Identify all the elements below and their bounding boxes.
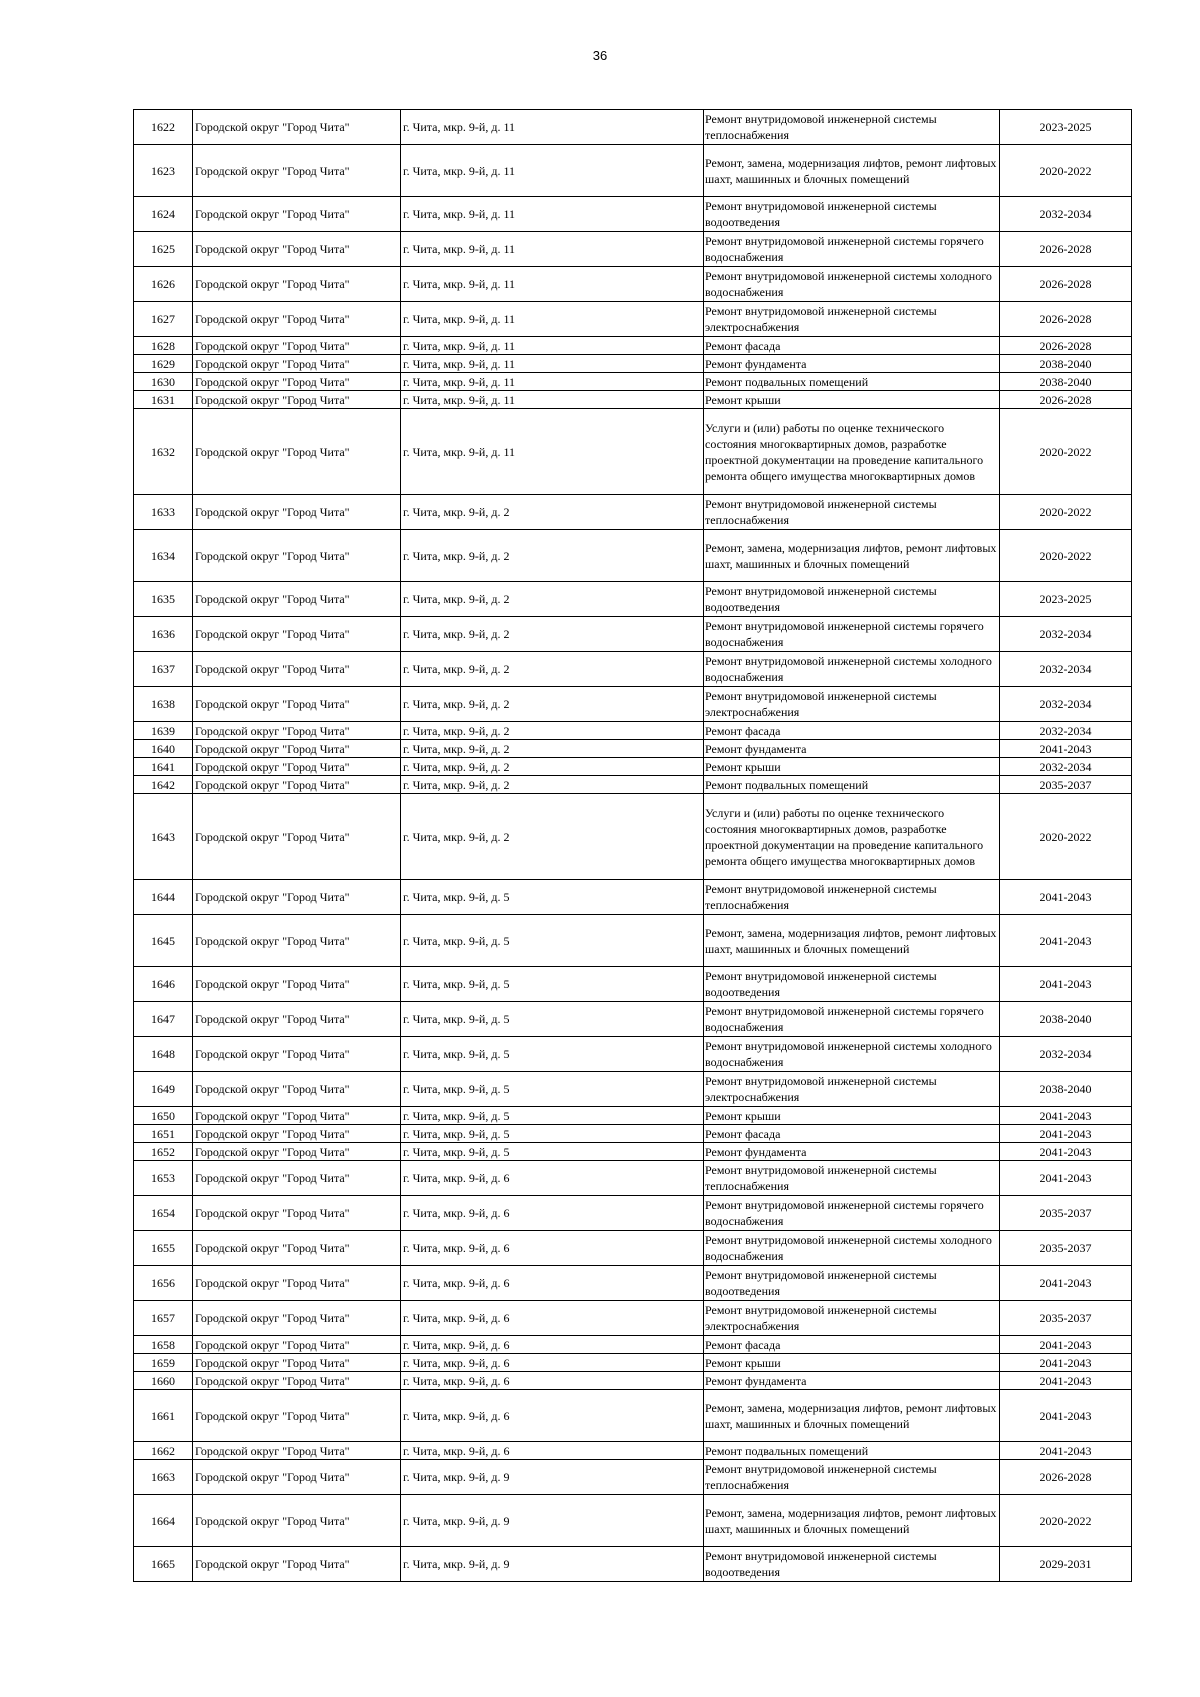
municipality-cell: Городской округ "Город Чита": [193, 1143, 401, 1161]
municipality-cell: Городской округ "Город Чита": [193, 1390, 401, 1442]
work-type-cell: Ремонт подвальных помещений: [704, 1442, 1000, 1460]
work-type-cell: Ремонт крыши: [704, 1354, 1000, 1372]
table-row: [134, 1143, 1132, 1161]
municipality-cell: Городской округ "Город Чита": [193, 776, 401, 794]
address-cell: г. Чита, мкр. 9-й, д. 9: [401, 1495, 704, 1547]
address-cell: г. Чита, мкр. 9-й, д. 6: [401, 1196, 704, 1231]
work-type-cell: Ремонт фундамента: [704, 1143, 1000, 1161]
row-number-cell: 1663: [134, 1460, 193, 1495]
municipality-cell: Городской округ "Город Чита": [193, 1301, 401, 1336]
municipality-cell: Городской округ "Город Чита": [193, 232, 401, 267]
address-cell: г. Чита, мкр. 9-й, д. 2: [401, 776, 704, 794]
period-cell: 2026-2028: [1000, 267, 1132, 302]
row-number-cell: 1665: [134, 1547, 193, 1582]
address-cell: г. Чита, мкр. 9-й, д. 11: [401, 145, 704, 197]
table-row: [134, 1037, 1132, 1072]
work-type-cell: Ремонт внутридомовой инженерной системы горячего водоснабжения: [704, 232, 1000, 267]
work-type-cell: Ремонт внутридомовой инженерной системы теплоснабжения: [704, 495, 1000, 530]
municipality-cell: Городской округ "Город Чита": [193, 617, 401, 652]
municipality-cell: Городской округ "Город Чита": [193, 915, 401, 967]
period-cell: 2041-2043: [1000, 1161, 1132, 1196]
period-cell: 2023-2025: [1000, 582, 1132, 617]
row-number-cell: 1646: [134, 967, 193, 1002]
work-type-cell: Ремонт фундамента: [704, 740, 1000, 758]
period-cell: 2041-2043: [1000, 967, 1132, 1002]
work-type-cell: Ремонт, замена, модернизация лифтов, ремонт лифтовых шахт, машинных и блочных помещений: [704, 530, 1000, 582]
work-type-cell: Ремонт фасада: [704, 1336, 1000, 1354]
work-type-cell: Ремонт внутридомовой инженерной системы горячего водоснабжения: [704, 1196, 1000, 1231]
row-number-cell: 1641: [134, 758, 193, 776]
work-type-cell: Ремонт, замена, модернизация лифтов, ремонт лифтовых шахт, машинных и блочных помещений: [704, 145, 1000, 197]
row-number-cell: 1650: [134, 1107, 193, 1125]
table-row: [134, 1161, 1132, 1196]
municipality-cell: Городской округ "Город Чита": [193, 687, 401, 722]
work-type-cell: Ремонт внутридомовой инженерной системы электроснабжения: [704, 302, 1000, 337]
work-type-cell: Ремонт фасада: [704, 1125, 1000, 1143]
municipality-cell: Городской округ "Город Чита": [193, 1125, 401, 1143]
table-row: [134, 1336, 1132, 1354]
table-row: [134, 1390, 1132, 1442]
table-row: [134, 1072, 1132, 1107]
address-cell: г. Чита, мкр. 9-й, д. 5: [401, 880, 704, 915]
period-cell: 2032-2034: [1000, 652, 1132, 687]
period-cell: 2035-2037: [1000, 776, 1132, 794]
address-cell: г. Чита, мкр. 9-й, д. 5: [401, 1072, 704, 1107]
work-type-cell: Ремонт, замена, модернизация лифтов, ремонт лифтовых шахт, машинных и блочных помещений: [704, 1495, 1000, 1547]
period-cell: 2041-2043: [1000, 880, 1132, 915]
work-type-cell: Ремонт фасада: [704, 337, 1000, 355]
period-cell: 2032-2034: [1000, 722, 1132, 740]
address-cell: г. Чита, мкр. 9-й, д. 9: [401, 1460, 704, 1495]
municipality-cell: Городской округ "Город Чита": [193, 391, 401, 409]
table-row: [134, 373, 1132, 391]
work-type-cell: Ремонт внутридомовой инженерной системы холодного водоснабжения: [704, 267, 1000, 302]
period-cell: 2020-2022: [1000, 145, 1132, 197]
municipality-cell: Городской округ "Город Чита": [193, 197, 401, 232]
work-type-cell: Ремонт внутридомовой инженерной системы холодного водоснабжения: [704, 1037, 1000, 1072]
row-number-cell: 1654: [134, 1196, 193, 1231]
municipality-cell: Городской округ "Город Чита": [193, 1161, 401, 1196]
work-type-cell: Ремонт фундамента: [704, 1372, 1000, 1390]
work-type-cell: Ремонт фасада: [704, 722, 1000, 740]
period-cell: 2041-2043: [1000, 1442, 1132, 1460]
row-number-cell: 1626: [134, 267, 193, 302]
municipality-cell: Городской округ "Город Чита": [193, 794, 401, 880]
period-cell: 2032-2034: [1000, 687, 1132, 722]
table-row: [134, 1107, 1132, 1125]
row-number-cell: 1648: [134, 1037, 193, 1072]
address-cell: г. Чита, мкр. 9-й, д. 6: [401, 1390, 704, 1442]
capital-repair-table: [133, 109, 1132, 1582]
row-number-cell: 1628: [134, 337, 193, 355]
table-row: [134, 740, 1132, 758]
period-cell: 2026-2028: [1000, 1460, 1132, 1495]
work-type-cell: Ремонт внутридомовой инженерной системы теплоснабжения: [704, 110, 1000, 145]
period-cell: 2041-2043: [1000, 1336, 1132, 1354]
row-number-cell: 1627: [134, 302, 193, 337]
table-row: [134, 1231, 1132, 1266]
row-number-cell: 1656: [134, 1266, 193, 1301]
table-row: [134, 1495, 1132, 1547]
row-number-cell: 1634: [134, 530, 193, 582]
municipality-cell: Городской округ "Город Чита": [193, 740, 401, 758]
period-cell: 2041-2043: [1000, 1143, 1132, 1161]
period-cell: 2041-2043: [1000, 1372, 1132, 1390]
work-type-cell: Ремонт внутридомовой инженерной системы теплоснабжения: [704, 880, 1000, 915]
row-number-cell: 1639: [134, 722, 193, 740]
work-type-cell: Ремонт внутридомовой инженерной системы электроснабжения: [704, 1301, 1000, 1336]
address-cell: г. Чита, мкр. 9-й, д. 5: [401, 1107, 704, 1125]
period-cell: 2041-2043: [1000, 1125, 1132, 1143]
row-number-cell: 1636: [134, 617, 193, 652]
period-cell: 2041-2043: [1000, 915, 1132, 967]
period-cell: 2032-2034: [1000, 758, 1132, 776]
work-type-cell: Ремонт подвальных помещений: [704, 776, 1000, 794]
period-cell: 2026-2028: [1000, 391, 1132, 409]
municipality-cell: Городской округ "Город Чита": [193, 880, 401, 915]
table-row: [134, 582, 1132, 617]
table-row: [134, 1460, 1132, 1495]
municipality-cell: Городской округ "Город Чита": [193, 1107, 401, 1125]
row-number-cell: 1631: [134, 391, 193, 409]
table-row: [134, 337, 1132, 355]
table-row: [134, 530, 1132, 582]
row-number-cell: 1638: [134, 687, 193, 722]
address-cell: г. Чита, мкр. 9-й, д. 5: [401, 1037, 704, 1072]
municipality-cell: Городской округ "Город Чита": [193, 1372, 401, 1390]
work-type-cell: Ремонт внутридомовой инженерной системы водоотведения: [704, 967, 1000, 1002]
address-cell: г. Чита, мкр. 9-й, д. 11: [401, 409, 704, 495]
work-type-cell: Ремонт крыши: [704, 1107, 1000, 1125]
municipality-cell: Городской округ "Город Чита": [193, 1495, 401, 1547]
work-type-cell: Ремонт внутридомовой инженерной системы теплоснабжения: [704, 1460, 1000, 1495]
period-cell: 2032-2034: [1000, 1037, 1132, 1072]
row-number-cell: 1661: [134, 1390, 193, 1442]
table-row: [134, 1002, 1132, 1037]
row-number-cell: 1645: [134, 915, 193, 967]
address-cell: г. Чита, мкр. 9-й, д. 11: [401, 232, 704, 267]
municipality-cell: Городской округ "Город Чита": [193, 1354, 401, 1372]
table-row: [134, 409, 1132, 495]
work-type-cell: Ремонт внутридомовой инженерной системы водоотведения: [704, 1266, 1000, 1301]
row-number-cell: 1622: [134, 110, 193, 145]
table-row: [134, 110, 1132, 145]
row-number-cell: 1655: [134, 1231, 193, 1266]
municipality-cell: Городской округ "Город Чита": [193, 530, 401, 582]
address-cell: г. Чита, мкр. 9-й, д. 11: [401, 267, 704, 302]
address-cell: г. Чита, мкр. 9-й, д. 11: [401, 302, 704, 337]
municipality-cell: Городской округ "Город Чита": [193, 337, 401, 355]
table-row: [134, 722, 1132, 740]
table-row: [134, 355, 1132, 373]
table-row: [134, 1266, 1132, 1301]
municipality-cell: Городской округ "Город Чита": [193, 1336, 401, 1354]
address-cell: г. Чита, мкр. 9-й, д. 2: [401, 617, 704, 652]
address-cell: г. Чита, мкр. 9-й, д. 6: [401, 1231, 704, 1266]
municipality-cell: Городской округ "Город Чита": [193, 1196, 401, 1231]
municipality-cell: Городской округ "Город Чита": [193, 1072, 401, 1107]
work-type-cell: Ремонт, замена, модернизация лифтов, ремонт лифтовых шахт, машинных и блочных помещений: [704, 1390, 1000, 1442]
municipality-cell: Городской округ "Город Чита": [193, 373, 401, 391]
table-row: [134, 880, 1132, 915]
address-cell: г. Чита, мкр. 9-й, д. 2: [401, 758, 704, 776]
row-number-cell: 1653: [134, 1161, 193, 1196]
row-number-cell: 1662: [134, 1442, 193, 1460]
work-type-cell: Ремонт внутридомовой инженерной системы горячего водоснабжения: [704, 617, 1000, 652]
address-cell: г. Чита, мкр. 9-й, д. 6: [401, 1161, 704, 1196]
table-row: [134, 302, 1132, 337]
period-cell: 2041-2043: [1000, 1266, 1132, 1301]
period-cell: 2020-2022: [1000, 409, 1132, 495]
table-row: [134, 1196, 1132, 1231]
work-type-cell: Ремонт внутридомовой инженерной системы электроснабжения: [704, 687, 1000, 722]
row-number-cell: 1643: [134, 794, 193, 880]
row-number-cell: 1649: [134, 1072, 193, 1107]
table-row: [134, 687, 1132, 722]
row-number-cell: 1640: [134, 740, 193, 758]
table-row: [134, 145, 1132, 197]
row-number-cell: 1651: [134, 1125, 193, 1143]
period-cell: 2032-2034: [1000, 617, 1132, 652]
address-cell: г. Чита, мкр. 9-й, д. 11: [401, 110, 704, 145]
table-row: [134, 915, 1132, 967]
row-number-cell: 1658: [134, 1336, 193, 1354]
address-cell: г. Чита, мкр. 9-й, д. 2: [401, 687, 704, 722]
municipality-cell: Городской округ "Город Чита": [193, 355, 401, 373]
work-type-cell: Ремонт внутридомовой инженерной системы горячего водоснабжения: [704, 1002, 1000, 1037]
address-cell: г. Чита, мкр. 9-й, д. 5: [401, 1002, 704, 1037]
work-type-cell: Ремонт фундамента: [704, 355, 1000, 373]
period-cell: 2035-2037: [1000, 1231, 1132, 1266]
table-row: [134, 776, 1132, 794]
work-type-cell: Ремонт внутридомовой инженерной системы холодного водоснабжения: [704, 652, 1000, 687]
work-type-cell: Ремонт внутридомовой инженерной системы водоотведения: [704, 1547, 1000, 1582]
period-cell: 2029-2031: [1000, 1547, 1132, 1582]
table-row: [134, 495, 1132, 530]
row-number-cell: 1630: [134, 373, 193, 391]
table-row: [134, 1125, 1132, 1143]
work-type-cell: Услуги и (или) работы по оценке технического состояния многоквартирных домов, разработке проектной документации на проведение капитального ремонта общего имущества многоквартирных домов: [704, 409, 1000, 495]
table-row: [134, 794, 1132, 880]
address-cell: г. Чита, мкр. 9-й, д. 9: [401, 1547, 704, 1582]
period-cell: 2026-2028: [1000, 302, 1132, 337]
row-number-cell: 1623: [134, 145, 193, 197]
row-number-cell: 1657: [134, 1301, 193, 1336]
work-type-cell: Ремонт внутридомовой инженерной системы теплоснабжения: [704, 1161, 1000, 1196]
period-cell: 2026-2028: [1000, 337, 1132, 355]
period-cell: 2038-2040: [1000, 373, 1132, 391]
address-cell: г. Чита, мкр. 9-й, д. 6: [401, 1266, 704, 1301]
address-cell: г. Чита, мкр. 9-й, д. 6: [401, 1372, 704, 1390]
period-cell: 2041-2043: [1000, 1107, 1132, 1125]
address-cell: г. Чита, мкр. 9-й, д. 2: [401, 495, 704, 530]
table-row: [134, 1442, 1132, 1460]
period-cell: 2038-2040: [1000, 1072, 1132, 1107]
period-cell: 2026-2028: [1000, 232, 1132, 267]
address-cell: г. Чита, мкр. 9-й, д. 2: [401, 582, 704, 617]
period-cell: 2023-2025: [1000, 110, 1132, 145]
work-type-cell: Услуги и (или) работы по оценке технического состояния многоквартирных домов, разработке проектной документации на проведение капитального ремонта общего имущества многоквартирных домов: [704, 794, 1000, 880]
municipality-cell: Городской округ "Город Чита": [193, 652, 401, 687]
address-cell: г. Чита, мкр. 9-й, д. 5: [401, 967, 704, 1002]
row-number-cell: 1644: [134, 880, 193, 915]
row-number-cell: 1637: [134, 652, 193, 687]
row-number-cell: 1624: [134, 197, 193, 232]
address-cell: г. Чита, мкр. 9-й, д. 6: [401, 1442, 704, 1460]
work-type-cell: Ремонт крыши: [704, 391, 1000, 409]
address-cell: г. Чита, мкр. 9-й, д. 2: [401, 530, 704, 582]
municipality-cell: Городской округ "Город Чита": [193, 1037, 401, 1072]
municipality-cell: Городской округ "Город Чита": [193, 1547, 401, 1582]
page-number: 36: [592, 48, 608, 63]
table-row: [134, 1301, 1132, 1336]
table-row: [134, 1354, 1132, 1372]
row-number-cell: 1635: [134, 582, 193, 617]
municipality-cell: Городской округ "Город Чита": [193, 110, 401, 145]
address-cell: г. Чита, мкр. 9-й, д. 11: [401, 337, 704, 355]
address-cell: г. Чита, мкр. 9-й, д. 5: [401, 1143, 704, 1161]
period-cell: 2020-2022: [1000, 794, 1132, 880]
municipality-cell: Городской округ "Город Чита": [193, 302, 401, 337]
address-cell: г. Чита, мкр. 9-й, д. 2: [401, 794, 704, 880]
address-cell: г. Чита, мкр. 9-й, д. 2: [401, 740, 704, 758]
table-row: [134, 197, 1132, 232]
row-number-cell: 1629: [134, 355, 193, 373]
period-cell: 2041-2043: [1000, 1354, 1132, 1372]
period-cell: 2038-2040: [1000, 1002, 1132, 1037]
table-row: [134, 232, 1132, 267]
address-cell: г. Чита, мкр. 9-й, д. 2: [401, 722, 704, 740]
municipality-cell: Городской округ "Город Чита": [193, 582, 401, 617]
table-row: [134, 1372, 1132, 1390]
municipality-cell: Городской округ "Город Чита": [193, 1002, 401, 1037]
row-number-cell: 1647: [134, 1002, 193, 1037]
municipality-cell: Городской округ "Город Чита": [193, 758, 401, 776]
table-row: [134, 1547, 1132, 1582]
row-number-cell: 1633: [134, 495, 193, 530]
period-cell: 2035-2037: [1000, 1196, 1132, 1231]
period-cell: 2041-2043: [1000, 740, 1132, 758]
address-cell: г. Чита, мкр. 9-й, д. 5: [401, 915, 704, 967]
work-type-cell: Ремонт крыши: [704, 758, 1000, 776]
work-type-cell: Ремонт внутридомовой инженерной системы электроснабжения: [704, 1072, 1000, 1107]
address-cell: г. Чита, мкр. 9-й, д. 6: [401, 1336, 704, 1354]
municipality-cell: Городской округ "Город Чита": [193, 1266, 401, 1301]
address-cell: г. Чита, мкр. 9-й, д. 6: [401, 1301, 704, 1336]
work-type-cell: Ремонт, замена, модернизация лифтов, ремонт лифтовых шахт, машинных и блочных помещений: [704, 915, 1000, 967]
period-cell: 2032-2034: [1000, 197, 1132, 232]
row-number-cell: 1659: [134, 1354, 193, 1372]
municipality-cell: Городской округ "Город Чита": [193, 1231, 401, 1266]
work-type-cell: Ремонт внутридомовой инженерной системы водоотведения: [704, 582, 1000, 617]
period-cell: 2020-2022: [1000, 1495, 1132, 1547]
row-number-cell: 1642: [134, 776, 193, 794]
period-cell: 2020-2022: [1000, 495, 1132, 530]
municipality-cell: Городской округ "Город Чита": [193, 495, 401, 530]
municipality-cell: Городской округ "Город Чита": [193, 1442, 401, 1460]
table-row: [134, 267, 1132, 302]
address-cell: г. Чита, мкр. 9-й, д. 11: [401, 197, 704, 232]
period-cell: 2038-2040: [1000, 355, 1132, 373]
address-cell: г. Чита, мкр. 9-й, д. 11: [401, 355, 704, 373]
period-cell: 2020-2022: [1000, 530, 1132, 582]
table-row: [134, 967, 1132, 1002]
address-cell: г. Чита, мкр. 9-й, д. 11: [401, 391, 704, 409]
municipality-cell: Городской округ "Город Чита": [193, 722, 401, 740]
period-cell: 2035-2037: [1000, 1301, 1132, 1336]
municipality-cell: Городской округ "Город Чита": [193, 267, 401, 302]
table-row: [134, 758, 1132, 776]
municipality-cell: Городской округ "Город Чита": [193, 409, 401, 495]
row-number-cell: 1660: [134, 1372, 193, 1390]
address-cell: г. Чита, мкр. 9-й, д. 11: [401, 373, 704, 391]
municipality-cell: Городской округ "Город Чита": [193, 967, 401, 1002]
address-cell: г. Чита, мкр. 9-й, д. 6: [401, 1354, 704, 1372]
row-number-cell: 1625: [134, 232, 193, 267]
work-type-cell: Ремонт внутридомовой инженерной системы холодного водоснабжения: [704, 1231, 1000, 1266]
table-body: [134, 110, 1132, 1582]
address-cell: г. Чита, мкр. 9-й, д. 5: [401, 1125, 704, 1143]
work-type-cell: Ремонт внутридомовой инженерной системы водоотведения: [704, 197, 1000, 232]
address-cell: г. Чита, мкр. 9-й, д. 2: [401, 652, 704, 687]
row-number-cell: 1664: [134, 1495, 193, 1547]
table-row: [134, 617, 1132, 652]
work-type-cell: Ремонт подвальных помещений: [704, 373, 1000, 391]
period-cell: 2041-2043: [1000, 1390, 1132, 1442]
municipality-cell: Городской округ "Город Чита": [193, 145, 401, 197]
municipality-cell: Городской округ "Город Чита": [193, 1460, 401, 1495]
row-number-cell: 1652: [134, 1143, 193, 1161]
table-row: [134, 391, 1132, 409]
row-number-cell: 1632: [134, 409, 193, 495]
table-row: [134, 652, 1132, 687]
